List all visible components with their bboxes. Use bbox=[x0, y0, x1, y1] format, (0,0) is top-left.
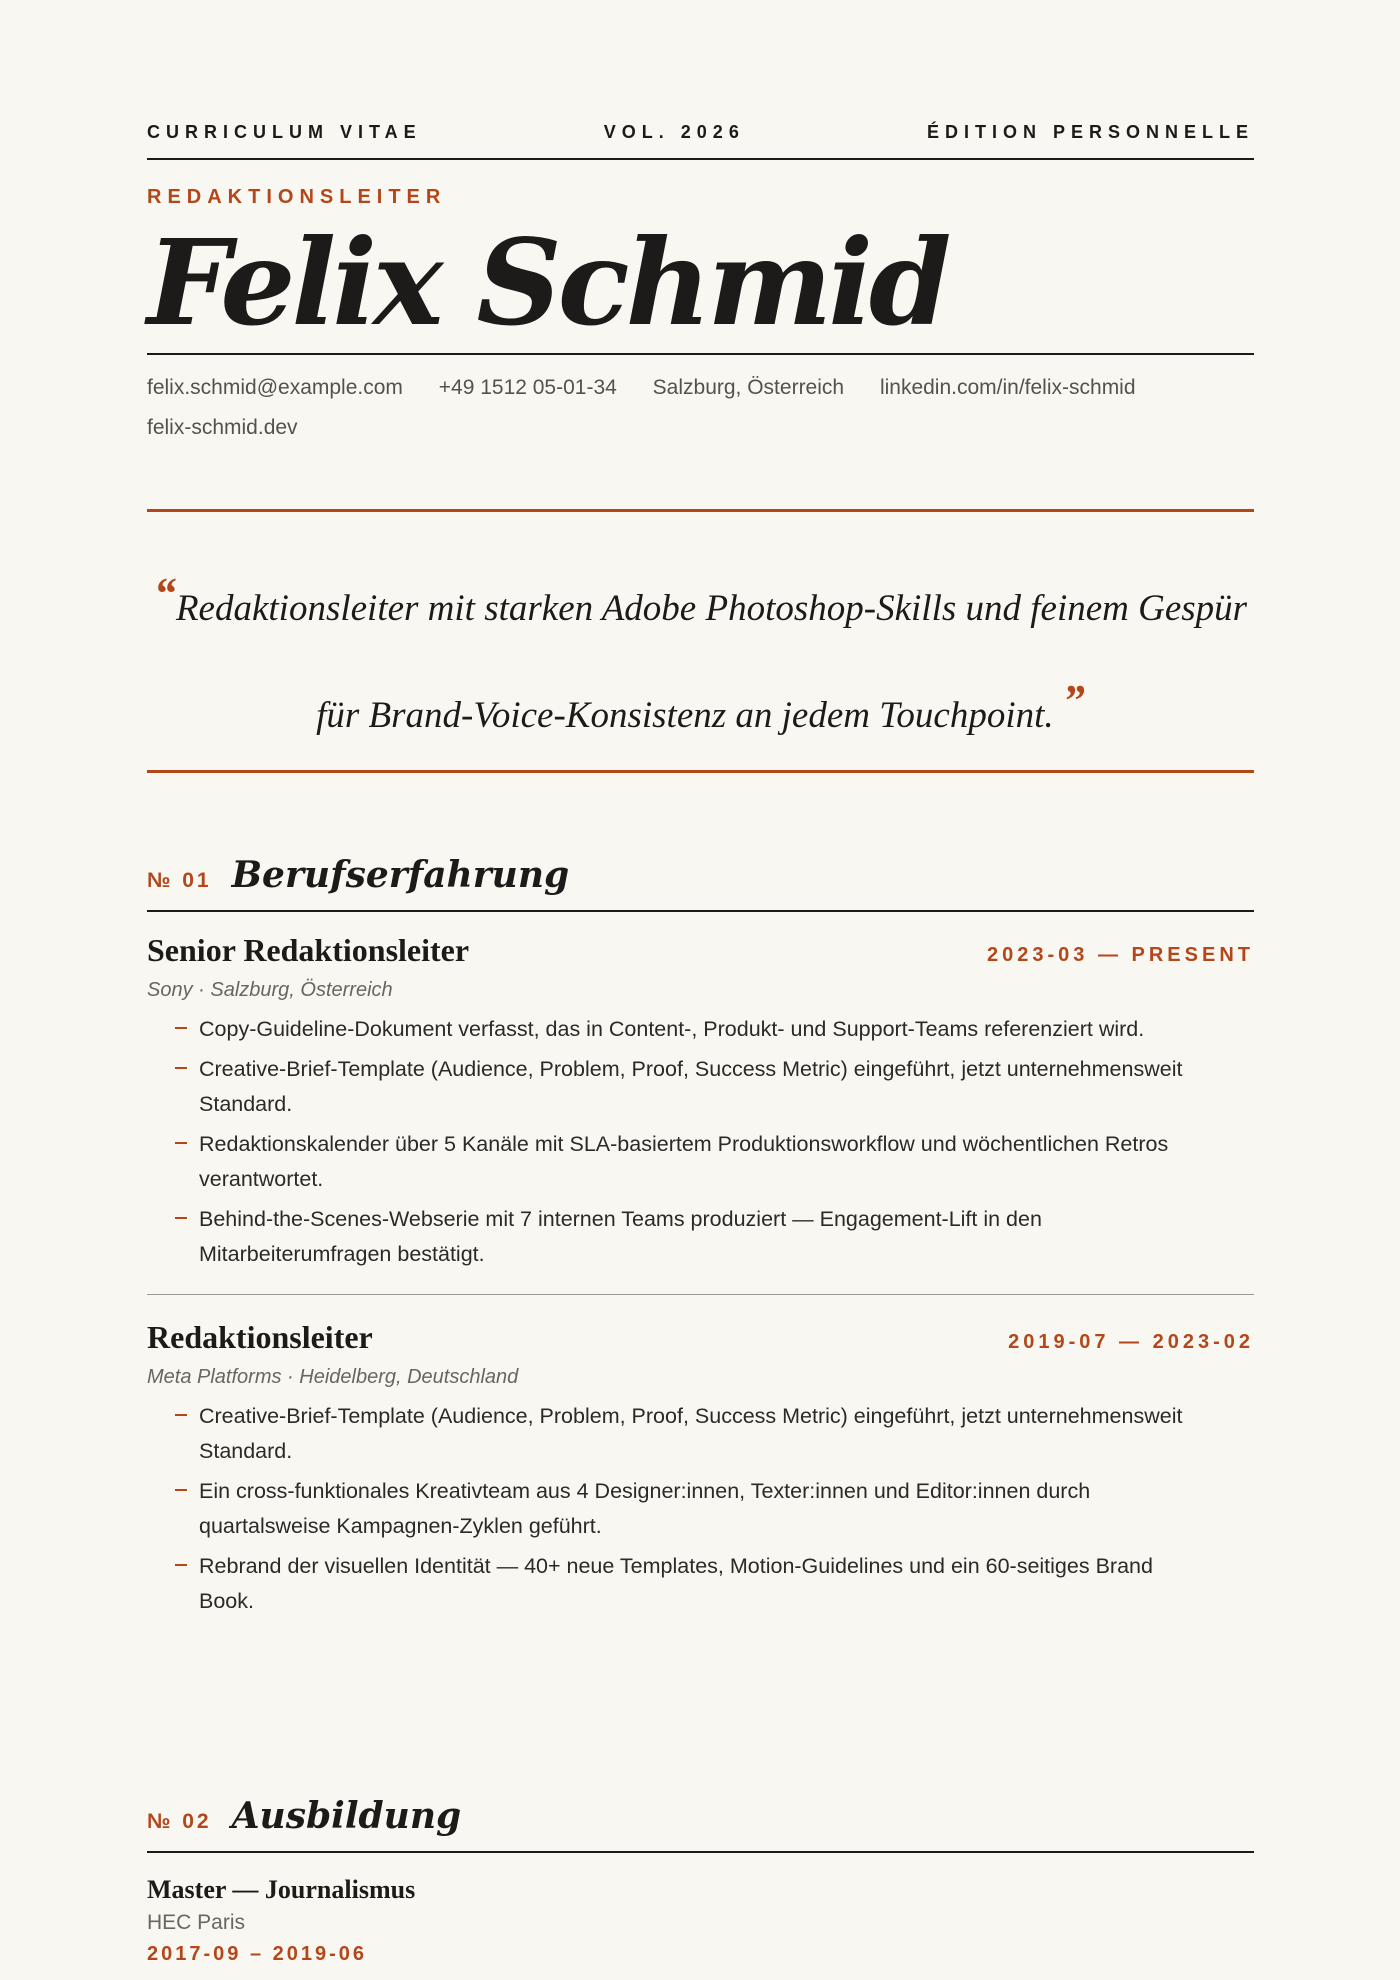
degree: Master — Journalismus bbox=[147, 1875, 416, 1904]
summary-text: Redaktionsleiter mit starken Adobe Photoshop-Skills und feinem Gespür für Brand-Voice-Konsistenz an jedem Touchpoint. bbox=[175, 588, 1248, 736]
quote-rule-top bbox=[147, 509, 1254, 512]
section-header bbox=[147, 1795, 1254, 1853]
experience-section bbox=[147, 854, 1254, 1624]
masthead bbox=[147, 122, 1254, 160]
contact-phone[interactable]: +49 1512 05-01-34 bbox=[438, 376, 617, 399]
job-bullets bbox=[147, 1399, 1254, 1619]
job-entry bbox=[147, 1319, 1254, 1619]
section-title: Berufserfahrung bbox=[231, 854, 570, 896]
masthead-center: VOL. 2026 bbox=[603, 122, 745, 142]
bullet-item: Rebrand der visuellen Identität — 40+ neue Templates, Motion-Guidelines und ein 60-seitiges Brand Book. bbox=[199, 1549, 1254, 1619]
job-entry bbox=[147, 932, 1254, 1272]
bullet-item: Ein cross-funktionales Kreativteam aus 4 Designer:innen, Texter:innen und Editor:innen durch quartalsweise Kampagnen-Zyklen geführt. bbox=[199, 1474, 1254, 1544]
job-title: Senior Redaktionsleiter bbox=[147, 932, 470, 968]
job-employer: Sony · Salzburg, Österreich bbox=[147, 979, 393, 1001]
education-entry bbox=[147, 1875, 1254, 1966]
section-number: № 02 bbox=[147, 1810, 212, 1833]
masthead-left: CURRICULUM VITAE bbox=[147, 122, 422, 142]
contact-list bbox=[147, 368, 1254, 448]
open-quote-mark: “ bbox=[153, 569, 176, 618]
name-divider bbox=[147, 353, 1254, 355]
job-divider bbox=[147, 1294, 1254, 1295]
person-name: Felix Schmid bbox=[147, 213, 948, 352]
section-header bbox=[147, 854, 1254, 912]
job-title: Redaktionsleiter bbox=[147, 1319, 373, 1355]
summary-quote bbox=[147, 548, 1254, 762]
school: HEC Paris bbox=[147, 1911, 246, 1934]
section-number: № 01 bbox=[147, 869, 212, 892]
contact-website[interactable]: felix-schmid.dev bbox=[147, 416, 298, 439]
job-dates: 2019-07 — 2023-02 bbox=[1008, 1331, 1254, 1353]
bullet-item: Creative-Brief-Template (Audience, Problem, Proof, Success Metric) eingeführt, jetzt unternehmensweit Standard. bbox=[199, 1052, 1254, 1122]
contact-linkedin[interactable]: linkedin.com/in/felix-schmid bbox=[879, 376, 1136, 399]
section-title: Ausbildung bbox=[231, 1795, 462, 1837]
education-dates: 2017-09 – 2019-06 bbox=[147, 1943, 368, 1965]
job-bullets bbox=[147, 1012, 1254, 1272]
role-title: REDAKTIONSLEITER bbox=[147, 186, 447, 208]
close-quote-mark: ” bbox=[1062, 676, 1085, 725]
bullet-item: Redaktionskalender über 5 Kanäle mit SLA-basiertem Produktionsworkflow und wöchentlichen Retros verantwortet. bbox=[199, 1127, 1254, 1197]
contact-email[interactable]: felix.schmid@example.com bbox=[147, 376, 403, 399]
contact-location: Salzburg, Österreich bbox=[652, 376, 845, 399]
job-employer: Meta Platforms · Heidelberg, Deutschland bbox=[147, 1366, 519, 1388]
bullet-item: Creative-Brief-Template (Audience, Problem, Proof, Success Metric) eingeführt, jetzt unternehmensweit Standard. bbox=[199, 1399, 1254, 1469]
bullet-item: Copy-Guideline-Dokument verfasst, das in Content-, Produkt- und Support-Teams referenziert wird. bbox=[199, 1012, 1254, 1047]
masthead-right: ÉDITION PERSONNELLE bbox=[926, 122, 1254, 142]
job-dates: 2023-03 — PRESENT bbox=[987, 944, 1254, 966]
quote-rule-bottom bbox=[147, 770, 1254, 773]
bullet-item: Behind-the-Scenes-Webserie mit 7 internen Teams produziert — Engagement-Lift in den Mitarbeiterumfragen bestätigt. bbox=[199, 1202, 1254, 1272]
education-section bbox=[147, 1795, 1254, 1966]
